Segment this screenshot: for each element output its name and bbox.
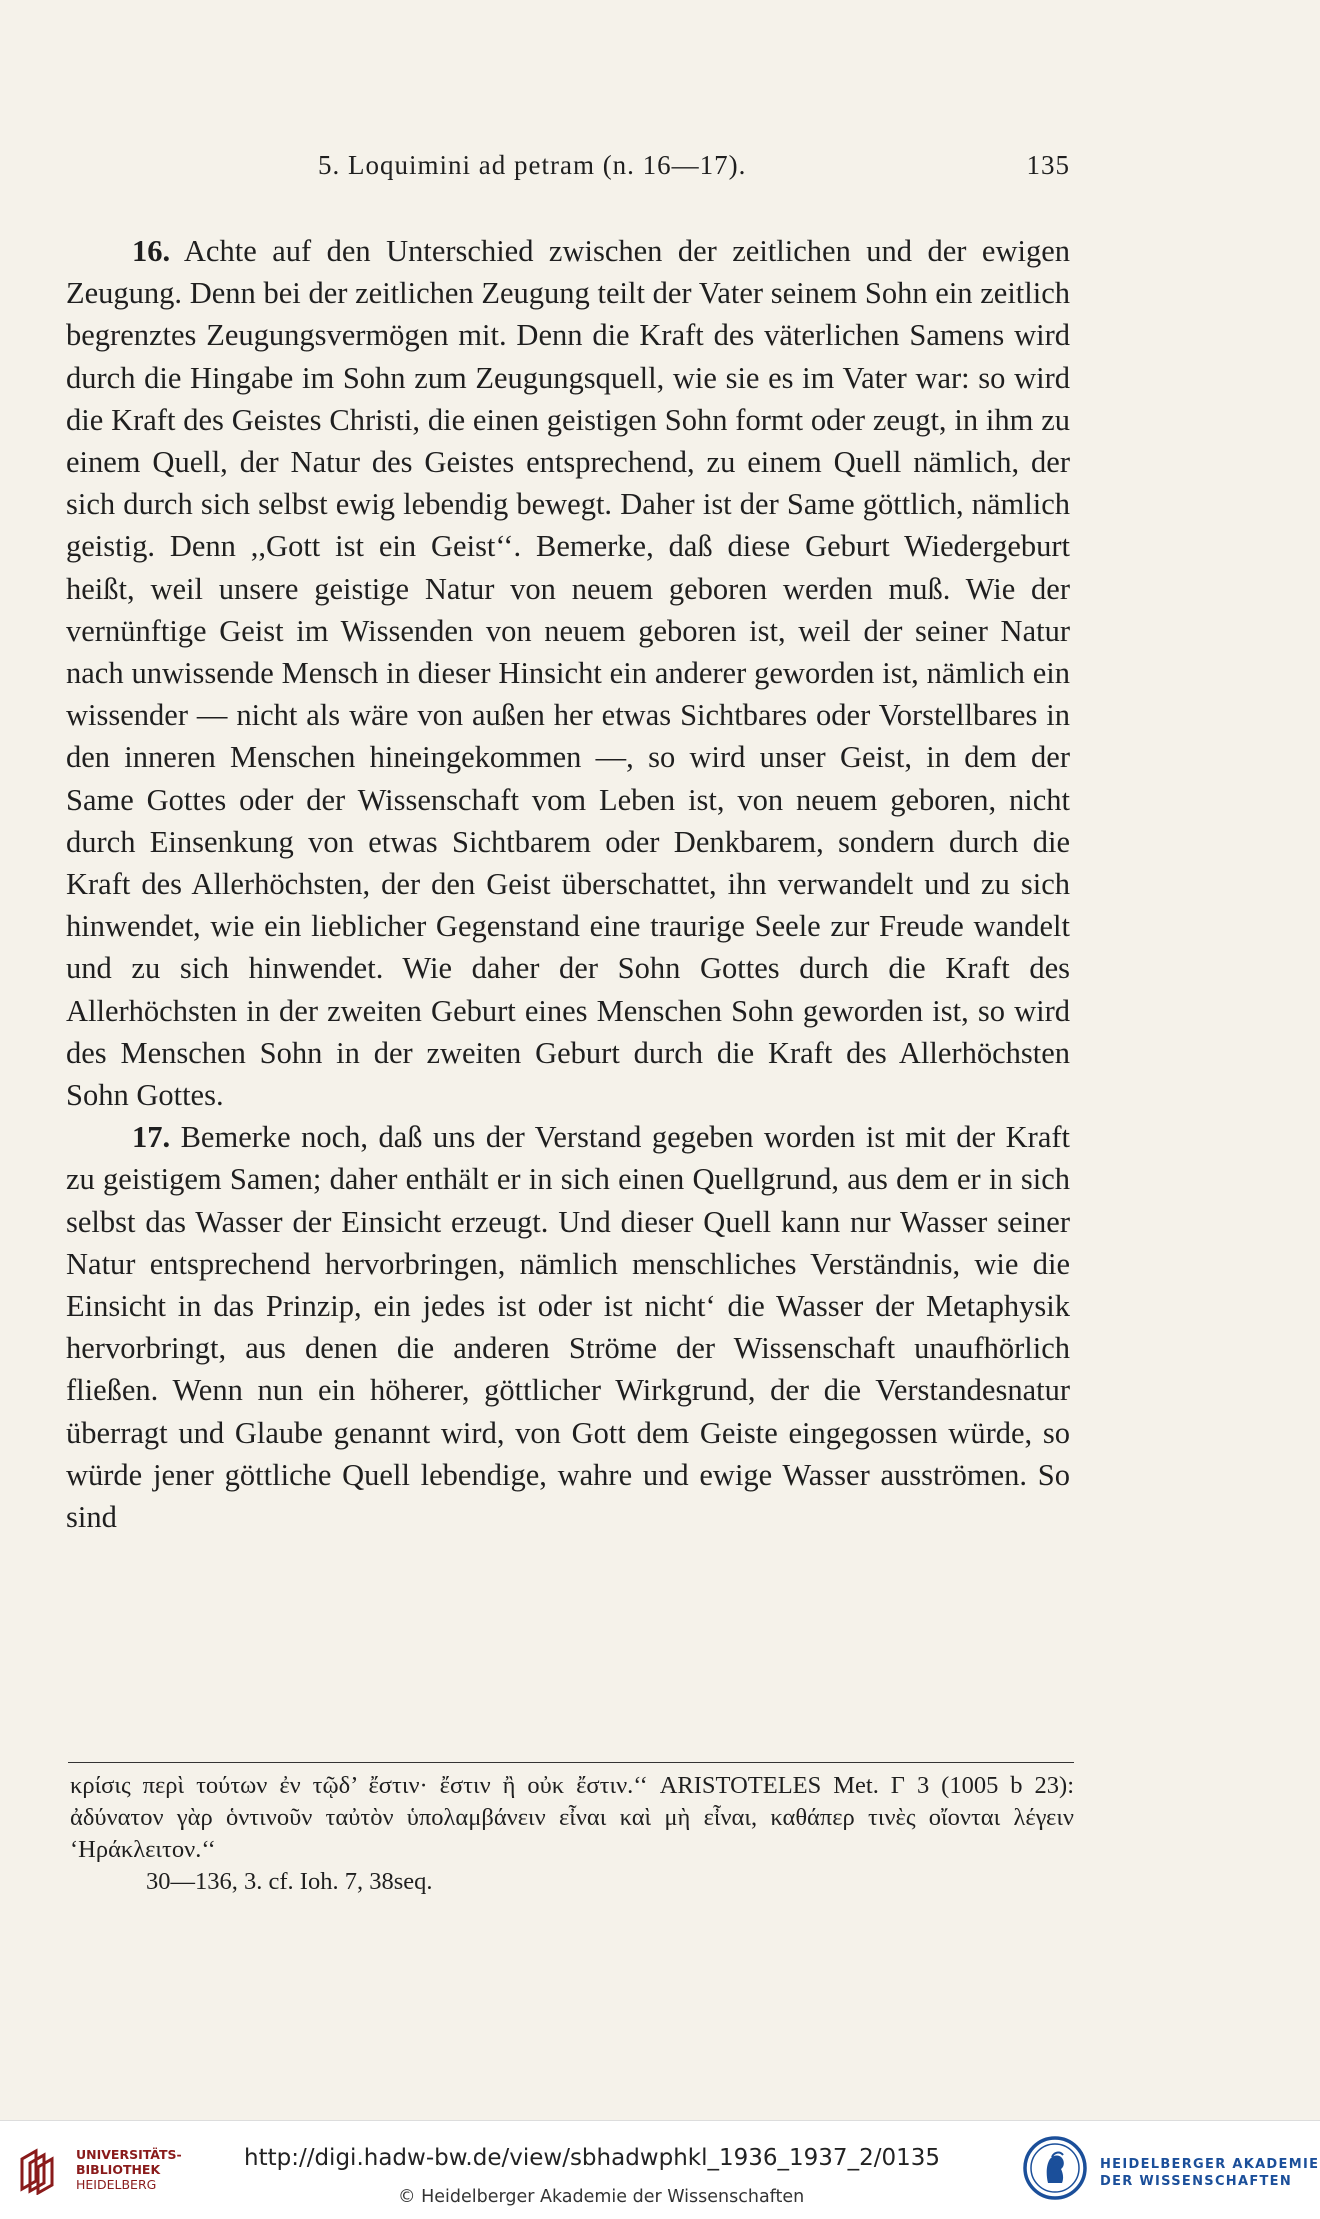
academy-name-line1: HEIDELBERGER AKADEMIE xyxy=(1100,2157,1320,2172)
footnote-divider xyxy=(68,1762,1074,1763)
footnote-greek-citation: κρίσις περὶ τούτων ἐν τῷδ’ ἔστιν· ἔστιν ἢ οὐκ ἔστιν.‘‘ ARISTOTELES Met. Γ 3 (1005 b 23): ἀδύνατον γὰρ ὁντινοῦν ταὐτὸν ὑπολαμβάνειν εἶναι καὶ μὴ εἶναι, καθάπερ τινὲς οἴονται λέγειν ‘Ηράκλειτον.‘‘ xyxy=(70,1772,1074,1863)
section-number: 17. xyxy=(132,1120,171,1155)
permalink-url[interactable]: http://digi.hadw-bw.de/view/sbhadwphkl_1936_1937_2/0135 xyxy=(244,2145,940,2171)
paragraph-17 xyxy=(66,1116,1070,1538)
paragraph-16 xyxy=(66,230,1070,1116)
academy-name-line2: DER WISSENSCHAFTEN xyxy=(1100,2174,1293,2189)
footer-bar xyxy=(0,2120,1320,2219)
academy-seal-icon xyxy=(1022,2135,1088,2201)
section-number: 16. xyxy=(132,234,171,268)
footnote-reference: 30—136, 3. cf. Ioh. 7, 38seq. xyxy=(146,1868,433,1895)
paragraph-text: Achte auf den Unterschied zwischen der zeitlichen und der ewigen Zeugung. Denn bei der zeitlichen Zeugung teilt der Vater seinem Sohn ein zeitlich begrenztes Zeugungsvermögen mit. Denn die Kraft des väterlichen Samens wird durch die Hingabe im Sohn zum Zeugungsquell, wie sie es im Vater war: so wird die Kraft des Geistes Christi, die einen geistigen Sohn formt oder zeugt, in ihm zu einem Quell, der Natur des Geistes entsprechend, zu einem Quell nämlich, der sich durch sich selbst ewig lebendig bewegt. Daher ist der Same göttlich, nämlich geistig. Denn ,,Gott ist ein Geist‘‘. Bemerke, daß diese Geburt Wiedergeburt heißt, weil unsere geistige Natur von neuem geboren werden muß. Wie der vernünftige Geist im Wissenden von neuem geboren ist, weil der seiner Natur nach unwissende Mensch in dieser Hinsicht ein anderer geworden ist, nämlich ein wissender — nicht als wäre von außen her etwas Sichtbares oder Vorstellbares in den inneren Menschen hineingekommen —, so wird unser Geist, in dem der Same Gottes oder der Wissenschaft vom Leben ist, von neuem geboren, nicht durch Einsenkung von etwas Sichtbarem oder Denkbarem, sondern durch die Kraft des Allerhöchsten, der den Geist überschattet, ihn verwandelt und zu sich hinwendet, wie ein lieblicher Gegenstand eine traurige Seele zur Freude wandelt und zu sich hinwendet. Wie daher der Sohn Gottes durch die Kraft des Allerhöchsten in der zweiten Geburt eines Menschen Sohn geworden ist, so wird des Menschen Sohn in der zweiten Geburt durch die Kraft des Allerhöchsten Sohn Gottes. xyxy=(66,234,1070,1113)
body-text xyxy=(66,230,1070,1538)
library-name-line1: UNIVERSITÄTS- xyxy=(76,2147,182,2162)
academy-name xyxy=(1100,2156,1319,2190)
university-library-name xyxy=(76,2147,182,2192)
library-name-line2: BIBLIOTHEK xyxy=(76,2162,161,2177)
paragraph-text: Bemerke noch, daß uns der Verstand gegeben worden ist mit der Kraft zu geistigem Samen; daher enthält er in sich einen Quellgrund, aus dem er in sich selbst das Wasser der Einsicht erzeugt. Und dieser Quell kann nur Wasser seiner Natur entsprechend hervorbringen, nämlich menschliches Verständnis, wie die Einsicht in das Prinzip, ein jedes ist oder ist nicht‘ die Wasser der Metaphysik hervorbringt, aus denen die anderen Ströme der Wissenschaft unaufhörlich fließen. Wenn nun ein höherer, göttlicher Wirkgrund, der die Verstandesnatur überragt und Glaube genannt wird, von Gott dem Geiste eingegossen würde, so würde jener göttliche Quell lebendige, wahre und ewige Wasser ausströmen. So sind xyxy=(66,1120,1071,1535)
library-name-line3: HEIDELBERG xyxy=(76,2177,157,2192)
page-number: 135 xyxy=(1026,150,1070,180)
university-library-logo-icon xyxy=(16,2145,66,2195)
running-head-title: 5. Loquimini ad petram (n. 16—17). xyxy=(318,150,747,180)
copyright-notice: © Heidelberger Akademie der Wissenschaften xyxy=(398,2187,805,2207)
footnotes xyxy=(70,1770,1074,1898)
